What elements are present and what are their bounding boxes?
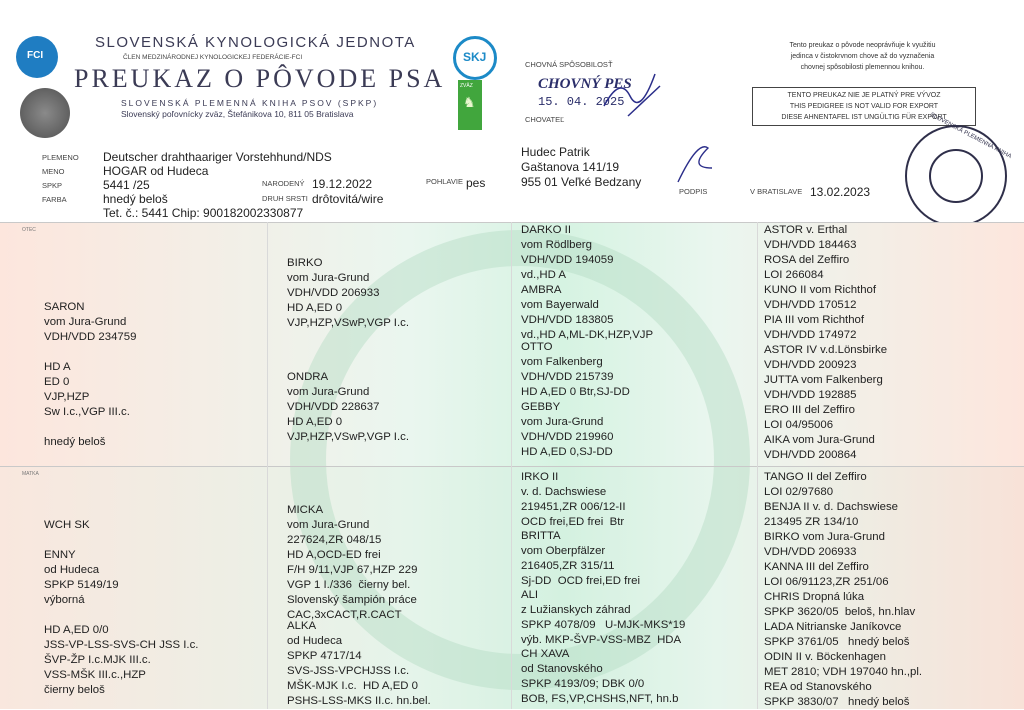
usage-notice-line: chovnej spôsobilosti plemennou knihou. bbox=[800, 64, 925, 71]
place-label: V BRATISLAVE bbox=[750, 187, 803, 196]
sire-entry: SARON vom Jura-Grund VDH/VDD 234759 HD A ED 0 VJP,HZP Sw I.c.,VGP III.c. hnedý beloš bbox=[44, 301, 137, 448]
sd-sire-entry: OTTO vom Falkenberg VDH/VDD 215739 HD A,ED 0 Btr,SJ-DD bbox=[521, 341, 630, 398]
export-notice-line: DIESE AHNENTAFEL IST UNGÜLTIG FÜR EXPORT bbox=[781, 114, 947, 121]
issue-date: 13.02.2023 bbox=[810, 185, 871, 199]
name-label: MENO bbox=[42, 167, 65, 176]
owner-name: Hudec Patrik bbox=[521, 145, 590, 159]
embossed-seal bbox=[20, 88, 70, 138]
dam-label: MATKA bbox=[22, 471, 39, 477]
sire-dam-entry: ONDRA vom Jura-Grund VDH/VDD 228637 HD A,ED 0 VJP,HZP,VSwP,VGP I.c. bbox=[287, 371, 409, 443]
ds-sire-entry: IRKO II v. d. Dachswiese 219451,ZR 006/12-II OCD frei,ED frei Btr bbox=[521, 471, 626, 528]
breed-label: PLEMENO bbox=[42, 153, 79, 162]
breeder-label: CHOVATEĽ bbox=[525, 115, 565, 124]
owner-city: 955 01 Veľké Bedzany bbox=[521, 175, 642, 189]
breeding-label: CHOVNÁ SPÔSOBILOSŤ bbox=[525, 60, 613, 69]
owner-street: Gaštanova 141/19 bbox=[521, 160, 620, 174]
usage-notice-line: Tento preukaz o pôvode neoprávňuje k využitiu bbox=[789, 42, 936, 49]
dd-sire-entry: ALI z Lužianskych záhrad SPKP 4078/09 U-MJK-MKS*19 výb. MKP-ŠVP-VSS-MBZ HDA bbox=[521, 589, 686, 646]
hunting-union-logo bbox=[458, 80, 482, 130]
ds-dam-entry: BRITTA vom Oberpfälzer 216405,ZR 315/11 Sj-DD OCD frei,ED frei bbox=[521, 530, 640, 587]
divider-col2 bbox=[511, 222, 512, 709]
born-label: NARODENÝ bbox=[262, 179, 305, 188]
organization-name: SLOVENSKÁ KYNOLOGICKÁ JEDNOTA bbox=[95, 34, 416, 51]
ss-sire-entry: DARKO II vom Rödlberg VDH/VDD 194059 vd.,HD A bbox=[521, 224, 614, 281]
tattoo-chip-value: Tet. č.: 5441 Chip: 900182002330877 bbox=[103, 206, 304, 220]
organization-address: Slovenský poľovnícky zväz, Štefánikova 10, 811 05 Bratislava bbox=[121, 109, 354, 119]
dam-sire-entry: MICKA vom Jura-Grund 227624,ZR 048/15 HD A,OCD-ED frei F/H 9/11,VJP 67,HZP 229 VGP 1 I./336 čierny bel. Slovenský šampión práce CAC,3xCACT,R.CACT bbox=[287, 504, 418, 621]
sex-value: pes bbox=[466, 176, 486, 190]
organization-member: ČLEN MEDZINÁRODNEJ KYNOLOGICKEJ FEDERÁCIE-FCI bbox=[123, 54, 303, 61]
gen4-sire-entries: ASTOR v. Erthal VDH/VDD 184463 ROSA del Zeffiro LOI 266084 KUNO II vom Richthof VDH/VDD 170512 PIA III vom Richthof VDH/VDD 174972 ASTOR IV v.d.Lönsbirke VDH/VDD 200923 JUTTA vom Falkenberg VDH/VDD 192885 ERO III del Zeffiro LOI 04/95006 AIKA vom Jura-Grund VDH/VDD 200864 bbox=[764, 224, 888, 461]
color-value: hnedý beloš bbox=[103, 192, 168, 206]
sd-dam-entry: GEBBY vom Jura-Grund VDH/VDD 219960 HD A,ED 0,SJ-DD bbox=[521, 401, 614, 458]
coat-value: drôtovitá/wire bbox=[312, 192, 384, 206]
divider-col1 bbox=[267, 222, 268, 709]
dd-dam-entry: CH XAVA od Stanovského SPKP 4193/09; DBK 0/0 BOB, FS,VP,CHSHS,NFT, hn.b bbox=[521, 648, 679, 705]
breeding-signature bbox=[600, 66, 670, 126]
born-value: 19.12.2022 bbox=[312, 177, 373, 191]
gen4-dam-entries: TANGO II del Zeffiro LOI 02/97680 BENJA II v. d. Dachswiese 213495 ZR 134/10 BIRKO vom Jura-Grund VDH/VDD 206933 KANNA III del Zeffiro LOI 06/91123,ZR 251/06 CHRIS Dropná lúka SPKP 3620/05 beloš, hn.hlav LADA Nitrianske Janíkovce SPKP 3761/05 hnedý beloš ODIN II v. Böckenhagen MET 2810; VDH 197040 hn.,pl. REA od Stanovského SPKP 3830/07 hnedý beloš bbox=[764, 471, 923, 708]
export-notice-line: TENTO PREUKAZ NIE JE PLATNÝ PRE VÝVOZ bbox=[787, 92, 941, 99]
fci-logo-text: FCI bbox=[27, 50, 44, 61]
name-value: HOGAR od Hudeca bbox=[103, 164, 209, 178]
usage-notice-line: jedinca v čistokrvnom chove až do vyznačenia bbox=[790, 53, 935, 60]
dam-entry: WCH SK ENNY od Hudeca SPKP 5149/19 výborná HD A,ED 0/0 JSS-VP-LSS-SVS-CH JSS I.c. ŠVP-ŽP I.c.MJK III.c. VSS-MŠK III.c.,HZP čierny beloš bbox=[44, 519, 199, 696]
breed-value: Deutscher drahthaariger Vorstehhund/NDS bbox=[103, 150, 332, 164]
divider-col3 bbox=[757, 222, 758, 709]
sire-label: OTEC bbox=[22, 227, 36, 233]
spkp-label: SPKP bbox=[42, 181, 63, 190]
official-seal-inner bbox=[929, 149, 983, 203]
sire-sire-entry: BIRKO vom Jura-Grund VDH/VDD 206933 HD A,ED 0 VJP,HZP,VSwP,VGP I.c. bbox=[287, 257, 409, 329]
document-title: PREUKAZ O PÔVODE PSA bbox=[74, 64, 446, 93]
studbook-name: SLOVENSKÁ PLEMENNÁ KNIHA PSOV (SPKP) bbox=[121, 98, 379, 108]
sex-label: POHLAVIE bbox=[426, 177, 463, 186]
color-label: FARBA bbox=[42, 195, 67, 204]
deer-icon: ♞ bbox=[463, 94, 476, 110]
skj-logo bbox=[453, 36, 497, 80]
usage-notice bbox=[760, 40, 965, 73]
fci-logo bbox=[16, 36, 58, 78]
export-notice-line: THIS PEDIGREE IS NOT VALID FOR EXPORT bbox=[789, 103, 939, 110]
breeding-date: 15. 04. 2025 bbox=[538, 95, 625, 109]
official-seal bbox=[905, 111, 1013, 227]
skj-logo-text: SKJ bbox=[463, 50, 487, 64]
coat-label: DRUH SRSTI bbox=[262, 194, 308, 203]
breeding-stamp: CHOVNÝ PES bbox=[538, 76, 632, 92]
hunting-union-text: ZVÄZ bbox=[460, 83, 473, 89]
registrar-signature bbox=[668, 138, 718, 188]
sign-label: PODPIS bbox=[679, 187, 708, 196]
divider-sire-dam bbox=[0, 466, 1024, 467]
dam-dam-entry: ALKA od Hudeca SPKP 4717/14 SVS-JSS-VPCHJSS I.c. MŠK-MJK I.c. HD A,ED 0 PSHS-LSS-MKS II.c. hn.bel. bbox=[287, 620, 431, 707]
ss-dam-entry: AMBRA vom Bayerwald VDH/VDD 183805 vd.,HD A,ML-DK,HZP,VJP bbox=[521, 284, 654, 341]
seal-text: SLOVENSKÁ PLEMENNÁ KNIHA bbox=[928, 111, 1013, 161]
spkp-value: 5441 /25 bbox=[103, 178, 150, 192]
